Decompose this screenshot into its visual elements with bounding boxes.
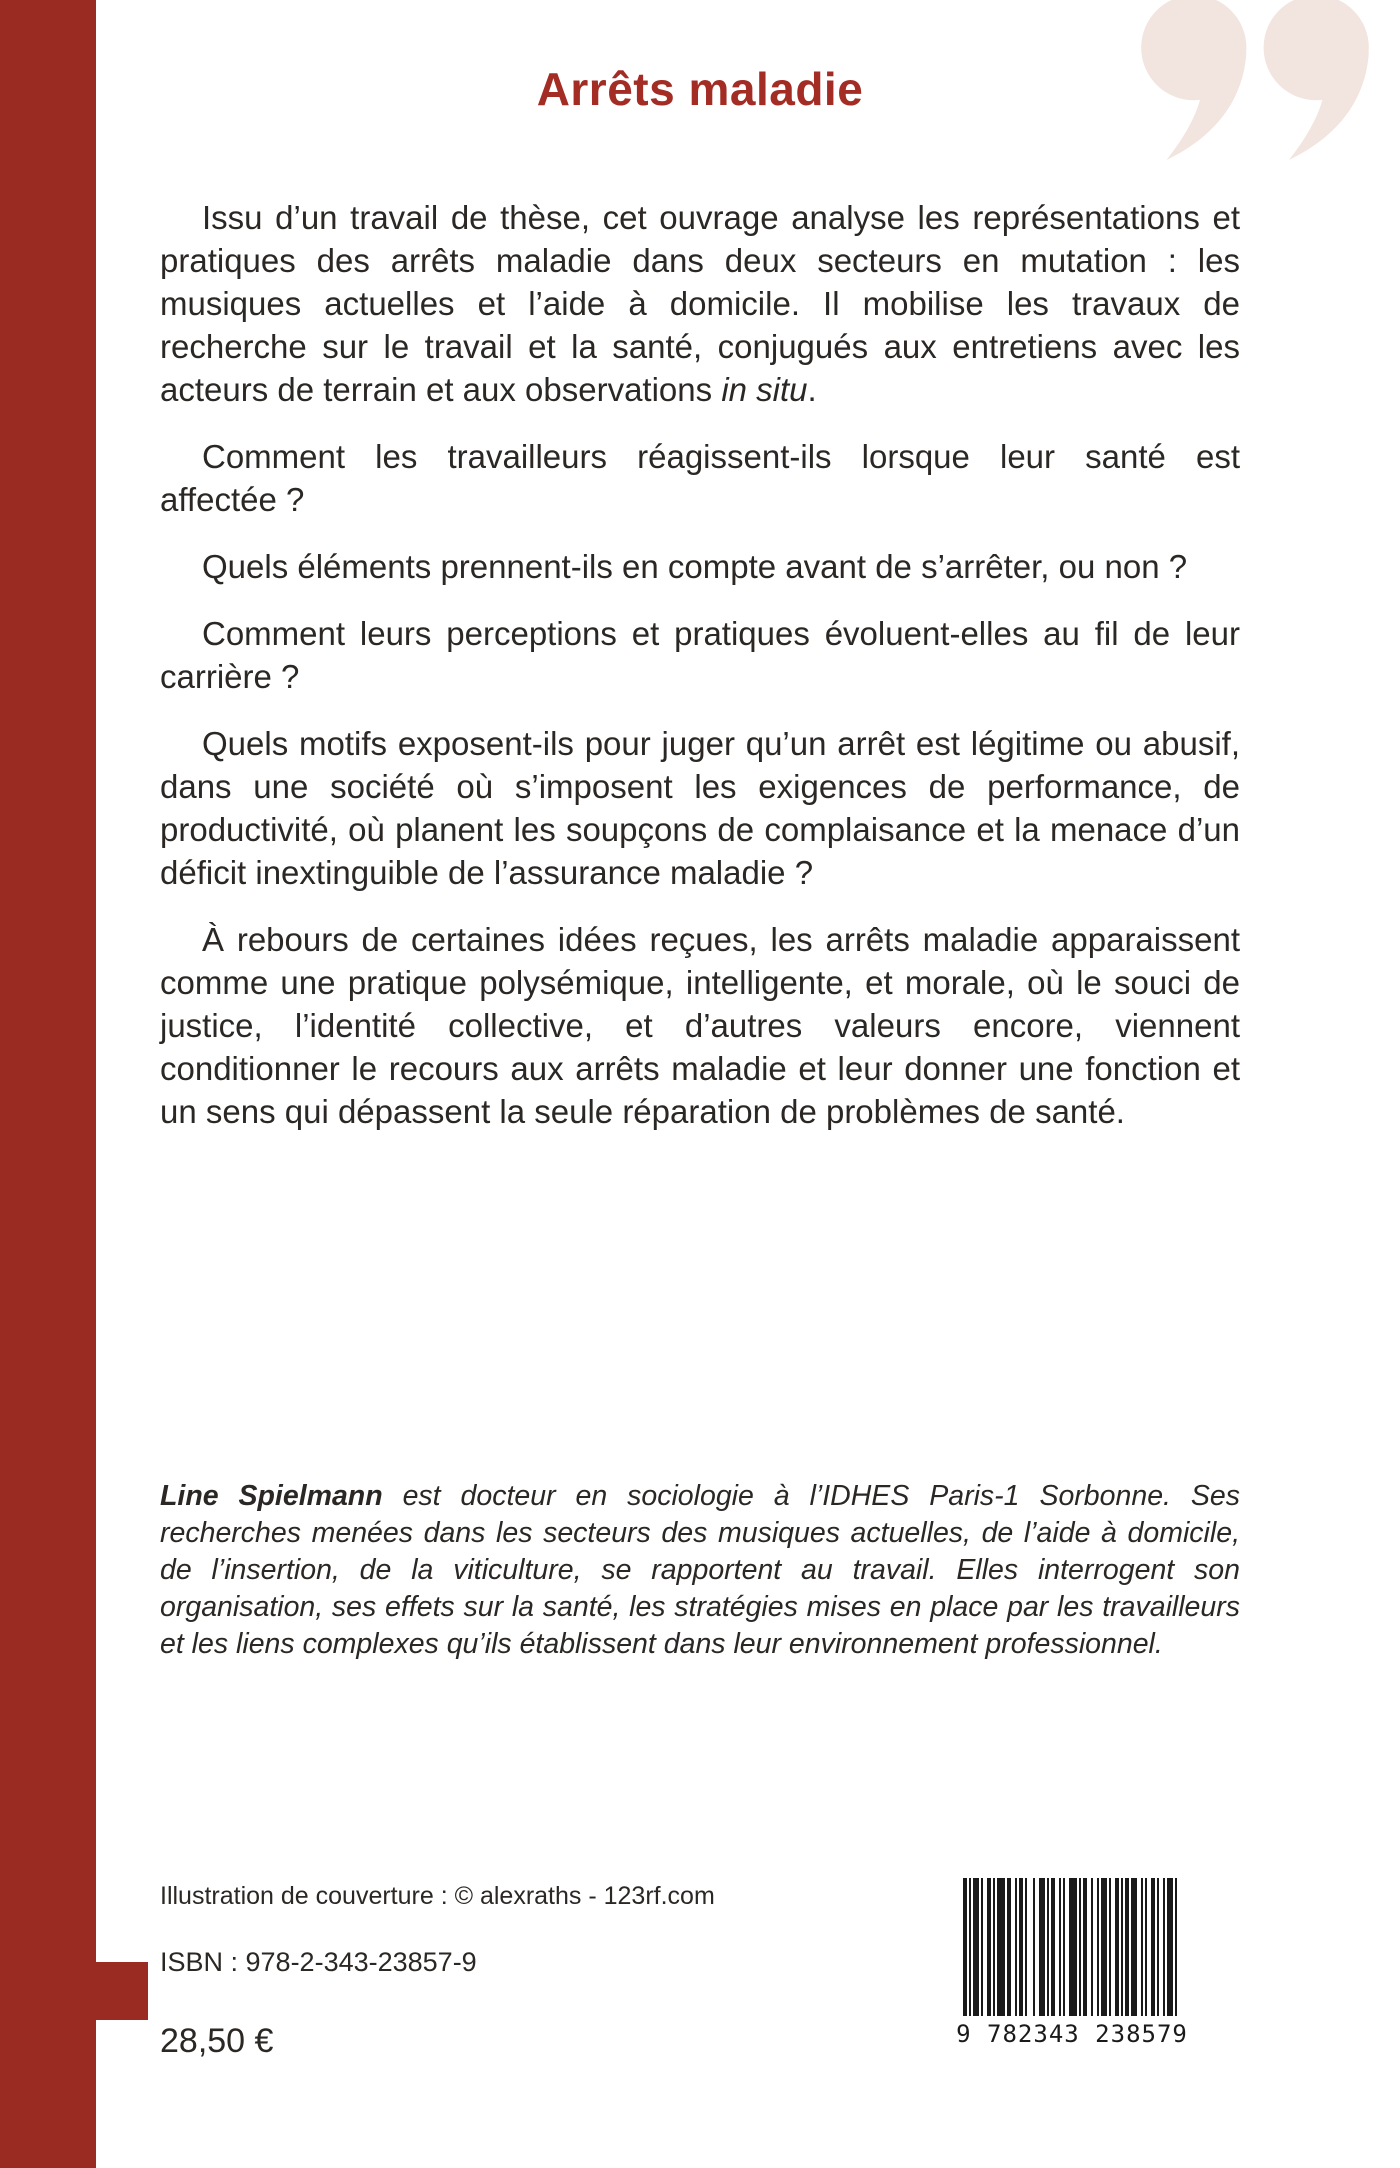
illustration-credit: Illustration de couverture : © alexraths - 123rf.com — [160, 1882, 715, 1910]
synopsis-p1-post: . — [807, 371, 817, 408]
synopsis-paragraph-5: Quels motifs exposent-ils pour juger qu’un arrêt est légitime ou abusif, dans une société où s’imposent les exigences de performance, de productivité, où planent les soupçons de complaisance et la menace d’un déficit inextinguible de l’assurance maladie ? — [160, 725, 1240, 891]
price-accent-bar — [0, 1962, 148, 2020]
barcode — [938, 1878, 1206, 2056]
synopsis-paragraph-1 — [160, 196, 1240, 411]
author-bio-text: est docteur en sociologie à l’IDHES Paris-1 Sorbonne. Ses recherches menées dans les secteurs des musiques actuelles, de l’aide à domicile, de l’insertion, de la viticulture, se rapportent au travail. Elles interrogent son organisation, ses effets sur la santé, les stratégies mises en place par les travailleurs et les liens complexes qu’ils établissent dans leur environnement professionnel. — [160, 1480, 1241, 1660]
synopsis-p1-pre: Issu d’un travail de thèse, cet ouvrage analyse les représentations et pratiques des arrêts maladie dans deux secteurs en mutation : les musiques actuelles et l’aide à domicile. Il mobilise les travaux de recherche sur le travail et la santé, conjugués aux entretiens avec les acteurs de terrain et aux observations — [160, 199, 1240, 408]
barcode-bars — [938, 1878, 1206, 2016]
synopsis-paragraph-2: Comment les travailleurs réagissent-ils lorsque leur santé est affectée ? — [160, 438, 1240, 518]
author-bio — [160, 1478, 1240, 1663]
synopsis-paragraph-3: Quels éléments prennent-ils en compte avant de s’arrêter, ou non ? — [202, 548, 1188, 585]
synopsis-p1-italic: in situ — [721, 371, 808, 408]
synopsis-paragraph-4: Comment leurs perceptions et pratiques évoluent-elles au fil de leur carrière ? — [160, 615, 1240, 695]
book-title: Arrêts maladie — [536, 63, 864, 115]
spine-accent-bar — [0, 0, 96, 2168]
synopsis — [160, 196, 1240, 1157]
isbn: ISBN : 978-2-343-23857-9 — [160, 1947, 477, 1977]
synopsis-paragraph-6: À rebours de certaines idées reçues, les arrêts maladie apparaissent comme une pratique polysémique, intelligente, et morale, où le souci de justice, l’identité collective, et d’autres valeurs encore, viennent conditionner le recours aux arrêts maladie et leur donner une fonction et un sens qui dépassent la seule réparation de problèmes de santé. — [160, 921, 1240, 1130]
barcode-number: 9 782343 238579 — [956, 2020, 1188, 2048]
author-name: Line Spielmann — [160, 1480, 383, 1512]
price: 28,50 € — [160, 2022, 274, 2060]
